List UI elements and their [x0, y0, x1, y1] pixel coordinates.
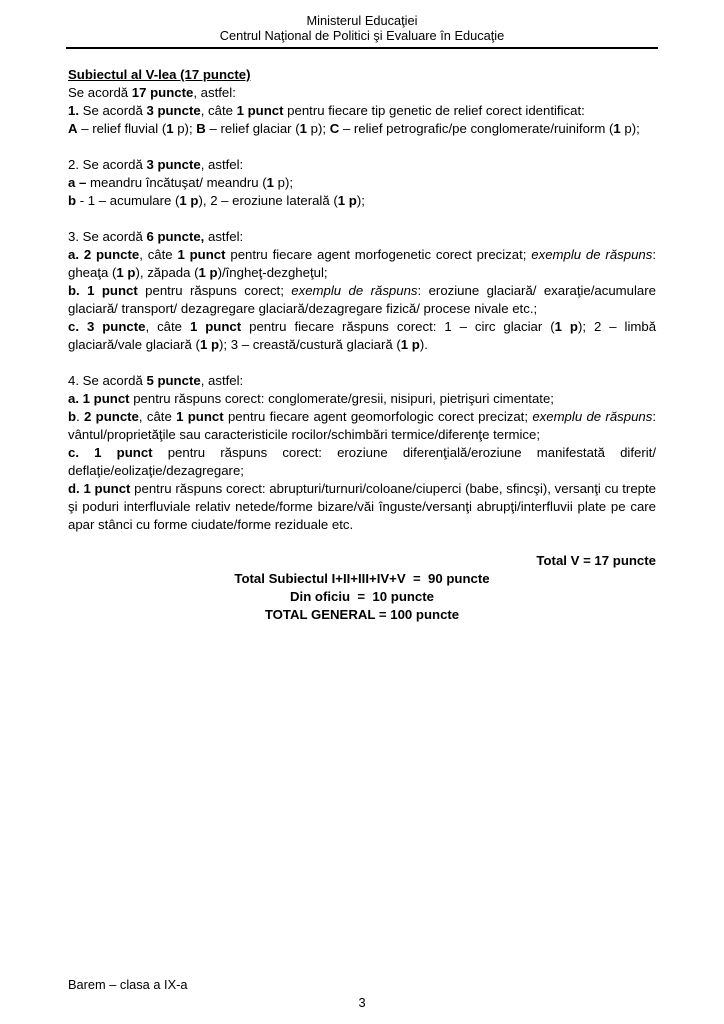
page-number: 3 — [358, 995, 366, 1010]
total-subjects — [68, 570, 656, 588]
paragraph-spacer — [68, 138, 656, 156]
text-run: – relief glaciar ( — [205, 121, 300, 136]
text-run: , astfel: — [200, 157, 244, 172]
text-run: 3. Se acordă — [68, 229, 147, 244]
text-run: 3 puncte — [146, 157, 201, 172]
text-run: Total V = 17 puncte — [536, 553, 656, 568]
institution-name: Centrul Naţional de Politici şi Evaluare în Educaţie — [219, 28, 505, 43]
text-run: – relief petrografic/pe conglomerate/ruiniform ( — [339, 121, 614, 136]
text-run: , câte — [145, 319, 190, 334]
text-run: , câte — [138, 409, 177, 424]
total-general — [68, 606, 656, 624]
text-run: B — [196, 121, 206, 136]
text-run: a. 2 puncte — [68, 247, 140, 262]
text-run: ), zăpada ( — [135, 265, 199, 280]
text-run: ); 3 – creastă/custură glaciară ( — [219, 337, 401, 352]
subject-title — [68, 66, 656, 84]
text-run: : eroziune glaciară/ exaraţie/acumulare glaciară/ transport/ dezagregare glaciară/dezagregare fizică/ procese nivale etc.; — [68, 283, 656, 316]
paragraph — [68, 444, 656, 480]
paragraph — [68, 174, 656, 192]
text-run: exemplu de răspuns — [532, 409, 653, 424]
text-run: 5 puncte — [146, 373, 201, 388]
text-run: meandru încătuşat/ meandru ( — [86, 175, 267, 190]
text-run: , câte — [200, 103, 237, 118]
paragraph — [68, 84, 656, 102]
paragraph — [68, 390, 656, 408]
text-run: 1 — [166, 121, 174, 136]
text-run: p); — [620, 121, 640, 136]
document-header — [66, 13, 658, 49]
paragraph — [68, 192, 656, 210]
text-run: pentru răspuns corect: eroziune diferenţială/eroziune manifestată diferit/ deflaţie/eolizaţie/dezagregare; — [68, 445, 656, 478]
text-run: pentru răspuns corect: abrupturi/turnuri/coloane/ciuperci (babe, sfincşi), versanţi cu trepte şi poduri interfluviale relativ netede/forme bizare/văi înguste/versanţi abrupţi/interfluvii plate pe care apar stânci cu forme ciudate/forme reziduale etc. — [68, 481, 656, 532]
paragraph-spacer — [68, 534, 656, 552]
text-run: 1 — [613, 121, 621, 136]
text-run: 1 p — [554, 319, 578, 334]
paragraph-spacer — [68, 354, 656, 372]
document-body — [68, 66, 656, 624]
text-run: exemplu de răspuns — [531, 247, 653, 262]
text-run: pentru fiecare răspuns corect: 1 – circ glaciar ( — [241, 319, 555, 334]
text-run: p); — [173, 121, 197, 136]
text-run: 1 punct — [176, 409, 224, 424]
text-run: 1 p — [179, 193, 199, 208]
text-run: Se acordă — [68, 85, 132, 100]
text-run: c. 3 puncte — [68, 319, 146, 334]
text-run: Se acordă — [79, 103, 147, 118]
text-run: . — [76, 409, 85, 424]
text-run: )/îngheţ-dezgheţul; — [217, 265, 328, 280]
text-run: exemplu de răspuns — [291, 283, 418, 298]
text-run: TOTAL GENERAL = 100 puncte — [264, 607, 460, 622]
text-run: 1 — [266, 175, 275, 190]
paragraph-spacer — [68, 210, 656, 228]
paragraph — [68, 156, 656, 174]
text-run: a. 1 punct — [68, 391, 130, 406]
text-run: – relief fluvial ( — [77, 121, 167, 136]
text-run: 1 punct — [177, 247, 226, 262]
text-run: , astfel: — [193, 85, 236, 100]
text-run: pentru fiecare agent morfogenetic corect precizat; — [225, 247, 532, 262]
text-run: 6 puncte, — [146, 229, 205, 244]
paragraph — [68, 408, 656, 444]
paragraph — [68, 246, 656, 282]
text-run: a – — [68, 175, 87, 190]
text-run: 1. — [68, 103, 79, 118]
paragraph — [68, 318, 656, 354]
text-run: Din oficiu = 10 puncte — [290, 589, 434, 604]
text-run: 1 p — [337, 193, 357, 208]
total-v — [68, 552, 656, 570]
paragraph — [68, 282, 656, 318]
din-oficiu — [68, 588, 656, 606]
text-run: ). — [419, 337, 428, 352]
text-run: 1 punct — [236, 103, 284, 118]
text-run: 1 p — [199, 337, 220, 352]
text-run: : vântul/proprietăţile sau caracteristicile rocilor/schimbări termice/diferenţe termice; — [68, 409, 657, 442]
paragraph — [68, 372, 656, 390]
text-run: : gheaţa ( — [68, 247, 657, 280]
text-run: 3 puncte — [146, 103, 201, 118]
text-run: 1 p — [400, 337, 420, 352]
paragraph — [68, 102, 656, 120]
text-run: b — [68, 193, 77, 208]
text-run: 17 puncte — [131, 85, 194, 100]
text-run: 4. Se acordă — [68, 373, 147, 388]
text-run: - 1 – acumulare ( — [76, 193, 180, 208]
text-run: pentru fiecare agent geomorfologic corect precizat; — [223, 409, 533, 424]
text-run: C — [329, 121, 340, 136]
text-run: , câte — [139, 247, 178, 262]
text-run: p); — [306, 121, 330, 136]
ministry-name: Ministerul Educaţiei — [306, 13, 418, 28]
text-run: ); — [356, 193, 365, 208]
text-run: astfel: — [204, 229, 244, 244]
text-run: A — [68, 121, 78, 136]
text-run: pentru răspuns corect; — [137, 283, 292, 298]
text-run: , astfel: — [200, 373, 244, 388]
text-run: b. 1 punct — [68, 283, 138, 298]
text-run: 1 p — [198, 265, 218, 280]
paragraph — [68, 228, 656, 246]
text-run: pentru răspuns corect: conglomerate/gresii, nisipuri, pietrişuri cimentate; — [129, 391, 554, 406]
page-footer — [68, 976, 656, 1011]
text-run: Total Subiectul I+II+III+IV+V = 90 puncte — [234, 571, 490, 586]
text-run: ); 2 – limbă glaciară/vale glaciară ( — [68, 319, 657, 352]
text-run: 1 p — [116, 265, 136, 280]
text-run: 2 puncte — [84, 409, 139, 424]
text-run: p); — [274, 175, 294, 190]
text-run: b — [68, 409, 77, 424]
text-run: c. 1 punct — [68, 445, 153, 460]
text-run: 1 punct — [189, 319, 242, 334]
text-run: Subiectul al V-lea (17 puncte) — [68, 67, 251, 82]
text-run: pentru fiecare tip genetic de relief corect identificat: — [283, 103, 585, 118]
text-run: 2. Se acordă — [68, 157, 147, 172]
text-run: d. 1 punct — [68, 481, 131, 496]
paragraph — [68, 120, 656, 138]
text-run: 1 — [299, 121, 307, 136]
footer-document-label: Barem – clasa a IX-a — [68, 977, 188, 992]
text-run: ), 2 – eroziune laterală ( — [198, 193, 338, 208]
paragraph — [68, 480, 656, 534]
